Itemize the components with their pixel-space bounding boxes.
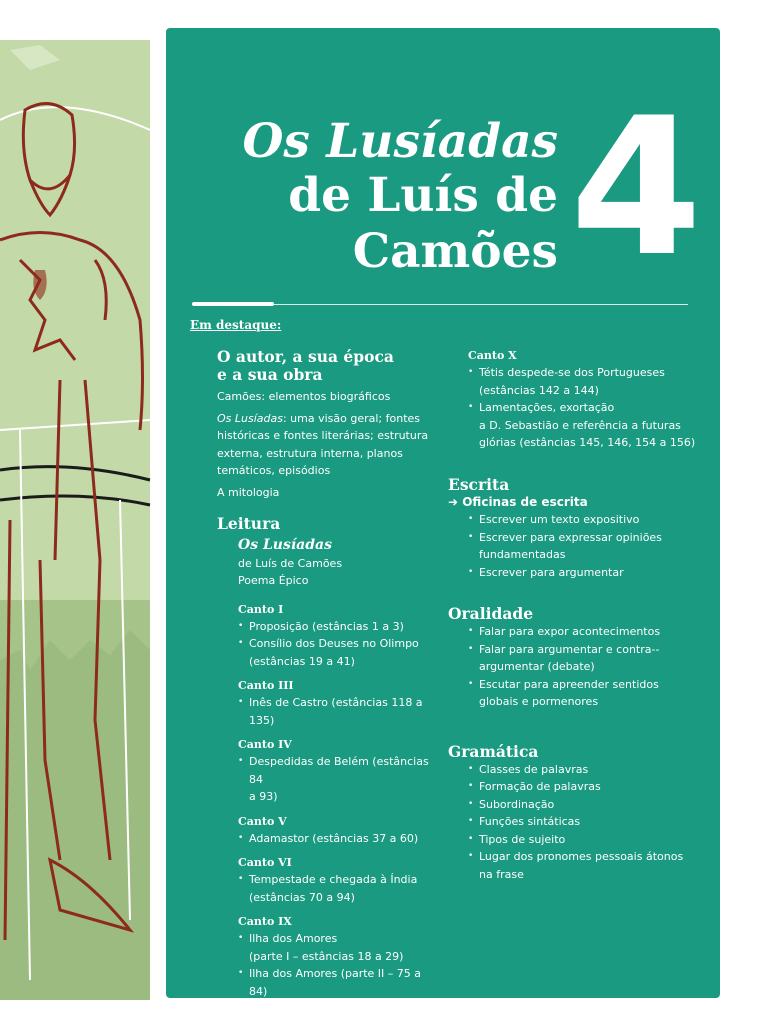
work-title: Os Lusíadas [238, 537, 332, 553]
list-item: • Ilha dos Amores (parte II – 75 a 84) [238, 965, 429, 1000]
list-item: • Escrever um texto expositivo [468, 511, 696, 529]
chapter-panel [166, 28, 720, 998]
list-item: • Escutar para apreender sentidos globais e pormenores [468, 676, 696, 711]
arrow-right-icon: ➜ [448, 494, 463, 509]
list-item: • Tipos de sujeito [468, 831, 696, 849]
grammar-section-title: Gramática [448, 741, 539, 761]
right-column [448, 348, 696, 883]
writing-section-title: Escrita [448, 474, 510, 494]
canto-heading: Canto IX [238, 915, 292, 928]
list-item: • Classes de palavras [468, 761, 696, 779]
list-item: • Subordinação [468, 796, 696, 814]
list-item: • Funções sintáticas [468, 813, 696, 831]
list-item: • Tempestade e chegada à Índia (estâncias 70 a 94) [238, 871, 429, 906]
chapter-number: 4 [570, 77, 703, 298]
oral-section-title: Oralidade [448, 604, 534, 623]
list-item: • Falar para argumentar e contra--argumentar (debate) [468, 641, 696, 676]
divider-accent [192, 302, 274, 306]
title-line-2: de Luís de [288, 168, 558, 223]
author-item: Camões: elementos biográficos [217, 390, 391, 403]
author-item: Os Lusíadas: uma visão geral; fontes históricas e fontes literárias; estrutura externa, estrutura interna, planos temáticos, episódios [217, 411, 429, 477]
list-item: • Lamentações, exortação a D. Sebastião e referência a futuras glórias (estâncias 145, 146, 154 a 156) [468, 399, 696, 452]
title-line-1: Os Lusíadas [242, 114, 558, 169]
list-item: • Formação de palavras [468, 778, 696, 796]
author-item: A mitologia [217, 485, 280, 499]
list-item: • Inês de Castro (estâncias 118 a 135) [238, 694, 429, 729]
list-item: • Proposição (estâncias 1 a 3) [238, 618, 429, 636]
list-item: • Escrever para expressar opiniões fundamentadas [468, 529, 696, 564]
list-item: • Adamastor (estâncias 37 a 60) [238, 830, 429, 848]
list-item: • Tétis despede-se dos Portugueses (estâncias 142 a 144) [468, 364, 696, 399]
reading-section-title: Leitura [217, 514, 281, 533]
left-column [217, 348, 429, 1000]
list-item: • Consílio dos Deuses no Olimpo (estâncias 19 a 41) [238, 635, 429, 670]
highlight-label: Em destaque: [190, 318, 282, 332]
author-section-title: O autor, a sua época e a sua obra [217, 347, 394, 384]
chapter-title [242, 116, 558, 280]
title-line-3: Camões [352, 224, 558, 279]
list-item: • Lugar dos pronomes pessoais átonos na frase [468, 848, 696, 883]
camoes-illustration [0, 0, 170, 1024]
canto-heading: Canto IV [238, 738, 292, 751]
list-item: • Falar para expor acontecimentos [468, 623, 696, 641]
work-genre: Poema Épico [238, 574, 309, 587]
list-item: • Escrever para argumentar [468, 564, 696, 582]
list-item: • Ilha dos Amores (parte I – estâncias 18 a 29) [238, 930, 429, 965]
canto-heading: Canto X [468, 349, 517, 362]
list-item: • Despedidas de Belém (estâncias 84 a 93) [238, 753, 429, 806]
canto-heading: Canto III [238, 679, 294, 692]
work-author: de Luís de Camões [238, 556, 343, 570]
canto-heading: Canto V [238, 814, 287, 828]
canto-heading: Canto I [238, 602, 284, 616]
canto-heading: Canto VI [238, 856, 292, 869]
writing-subtitle: ➜ Oficinas de escrita [448, 494, 588, 509]
